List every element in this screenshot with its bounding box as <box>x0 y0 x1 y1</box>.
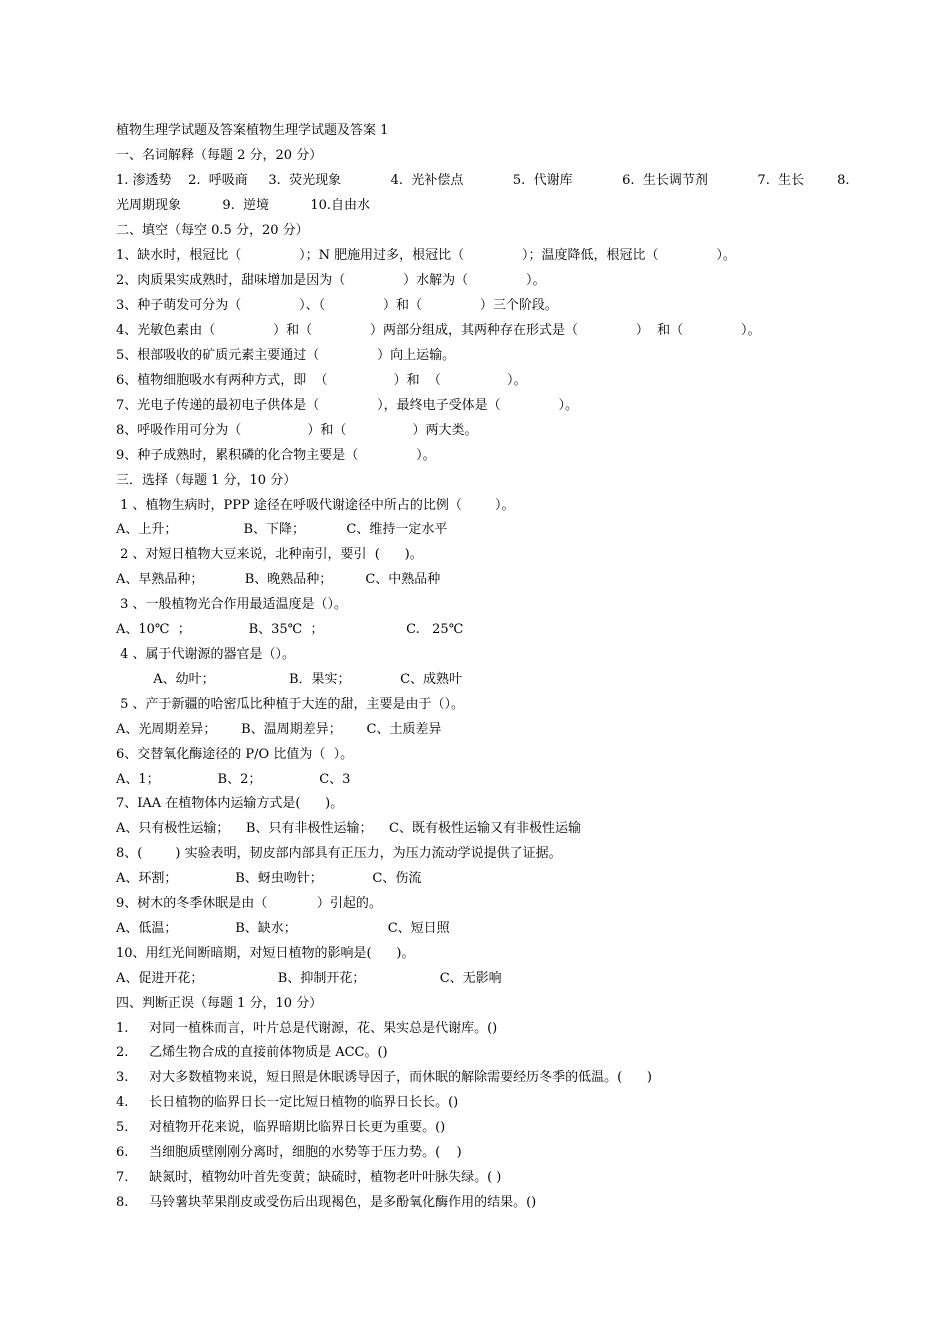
text-line: 2 、对短日植物大豆来说，北种南引，要引 ( )。 <box>116 547 423 562</box>
text-line: 7、IAA 在植物体内运输方式是( )。 <box>116 796 344 811</box>
text-line: 5. 对植物开花来说，临界暗期比临界日长更为重要。() <box>116 1120 446 1135</box>
section-heading-4: 四、判断正误（每题 1 分，10 分） <box>116 996 323 1011</box>
text-line: 8、呼吸作用可分为（ ）和（ ）两大类。 <box>116 423 478 438</box>
text-line: 6、交替氧化酶途径的 P/O 比值为（ ）。 <box>116 747 354 762</box>
text-line: 1. 渗透势 2. 呼吸商 3. 荧光现象 4. 光补偿点 5. 代谢库 6. 生长调节剂 7. 生长 8. <box>116 173 850 188</box>
text-line: A、环割； B、蚜虫吻针； C、伤流 <box>116 871 422 886</box>
text-line: A、1； B、2； C、3 <box>116 772 351 787</box>
text-line: A、促进开花； B、抑制开花； C、无影响 <box>116 971 502 986</box>
text-line: 6、植物细胞吸水有两种方式，即 （ ）和 （ ）。 <box>116 373 527 388</box>
section-heading-2: 二、填空（每空 0.5 分，20 分） <box>116 223 309 238</box>
text-line: 8、( ) 实验表明，韧皮部内部具有正压力，为压力流动学说提供了证据。 <box>116 846 562 861</box>
text-line: 2、肉质果实成熟时，甜味增加是因为（ ）水解为（ ）。 <box>116 273 546 288</box>
text-line: 7. 缺氮时，植物幼叶首先变黄；缺硫时，植物老叶叶脉失绿。( ) <box>116 1170 502 1185</box>
document-title: 植物生理学试题及答案植物生理学试题及答案 1 <box>116 123 389 138</box>
text-line: A、早熟品种； B、晚熟品种； C、中熟品种 <box>116 572 441 587</box>
section-heading-3: 三．选择（每题 1 分，10 分） <box>116 473 297 488</box>
text-line: 9、树木的冬季休眠是由（ ）引起的。 <box>116 896 382 911</box>
text-line: 5 、产于新疆的哈密瓜比种植于大连的甜，主要是由于（）。 <box>116 697 465 712</box>
section-heading-1: 一、名词解释（每题 2 分，20 分） <box>116 148 323 163</box>
text-line: 9、种子成熟时，累积磷的化合物主要是（ ）。 <box>116 448 436 463</box>
text-line: A、低温； B、缺水； C、短日照 <box>116 921 450 936</box>
text-line: 3、种子萌发可分为（ ）、（ ）和（ ）三个阶段。 <box>116 298 558 313</box>
text-line: 6. 当细胞质壁刚刚分离时，细胞的水势等于压力势。( ) <box>116 1145 462 1160</box>
text-line: 1. 对同一植株而言，叶片总是代谢源，花、果实总是代谢库。() <box>116 1021 498 1036</box>
text-line: 8. 马铃薯块苹果削皮或受伤后出现褐色，是多酚氧化酶作用的结果。() <box>116 1195 537 1210</box>
text-line: A、上升； B、下降； C、维持一定水平 <box>116 522 448 537</box>
text-line: 4. 长日植物的临界日长一定比短日植物的临界日长长。() <box>116 1095 459 1110</box>
text-line: 3 、一般植物光合作用最适温度是（）。 <box>116 597 348 612</box>
text-line: 光周期现象 9. 逆境 10.自由水 <box>116 198 370 213</box>
text-line: 4、光敏色素由（ ）和（ ）两部分组成，其两种存在形式是（ ） 和（ ）。 <box>116 323 761 338</box>
text-line: A、光周期差异； B、温周期差异； C、土质差异 <box>116 722 442 737</box>
text-line: 2. 乙烯生物合成的直接前体物质是 ACC。() <box>116 1045 388 1060</box>
text-line: A、10℃ ； B、35℃ ； C. 25℃ <box>116 622 464 637</box>
text-line: 4 、属于代谢源的器官是（）。 <box>116 647 296 662</box>
text-line: 7、光电子传递的最初电子供体是（ ），最终电子受体是（ ）。 <box>116 398 578 413</box>
text-line: 3. 对大多数植物来说，短日照是休眠诱导因子，而休眠的解除需要经历冬季的低温。( ) <box>116 1070 653 1085</box>
text-line: 1、缺水时，根冠比（ ）；N 肥施用过多，根冠比（ ）；温度降低，根冠比（ ）。 <box>116 248 736 263</box>
text-line: 10、用红光间断暗期，对短日植物的影响是( )。 <box>116 946 415 961</box>
text-line: A、幼叶； B．果实； C、成熟叶 <box>116 672 463 687</box>
text-line: 5、根部吸收的矿质元素主要通过（ ）向上运输。 <box>116 348 456 363</box>
text-line: 1 、植物生病时，PPP 途径在呼吸代谢途径中所占的比例（ ）。 <box>116 498 515 513</box>
text-line: A、只有极性运输； B、只有非极性运输； C、既有极性运输又有非极性运输 <box>116 821 581 836</box>
